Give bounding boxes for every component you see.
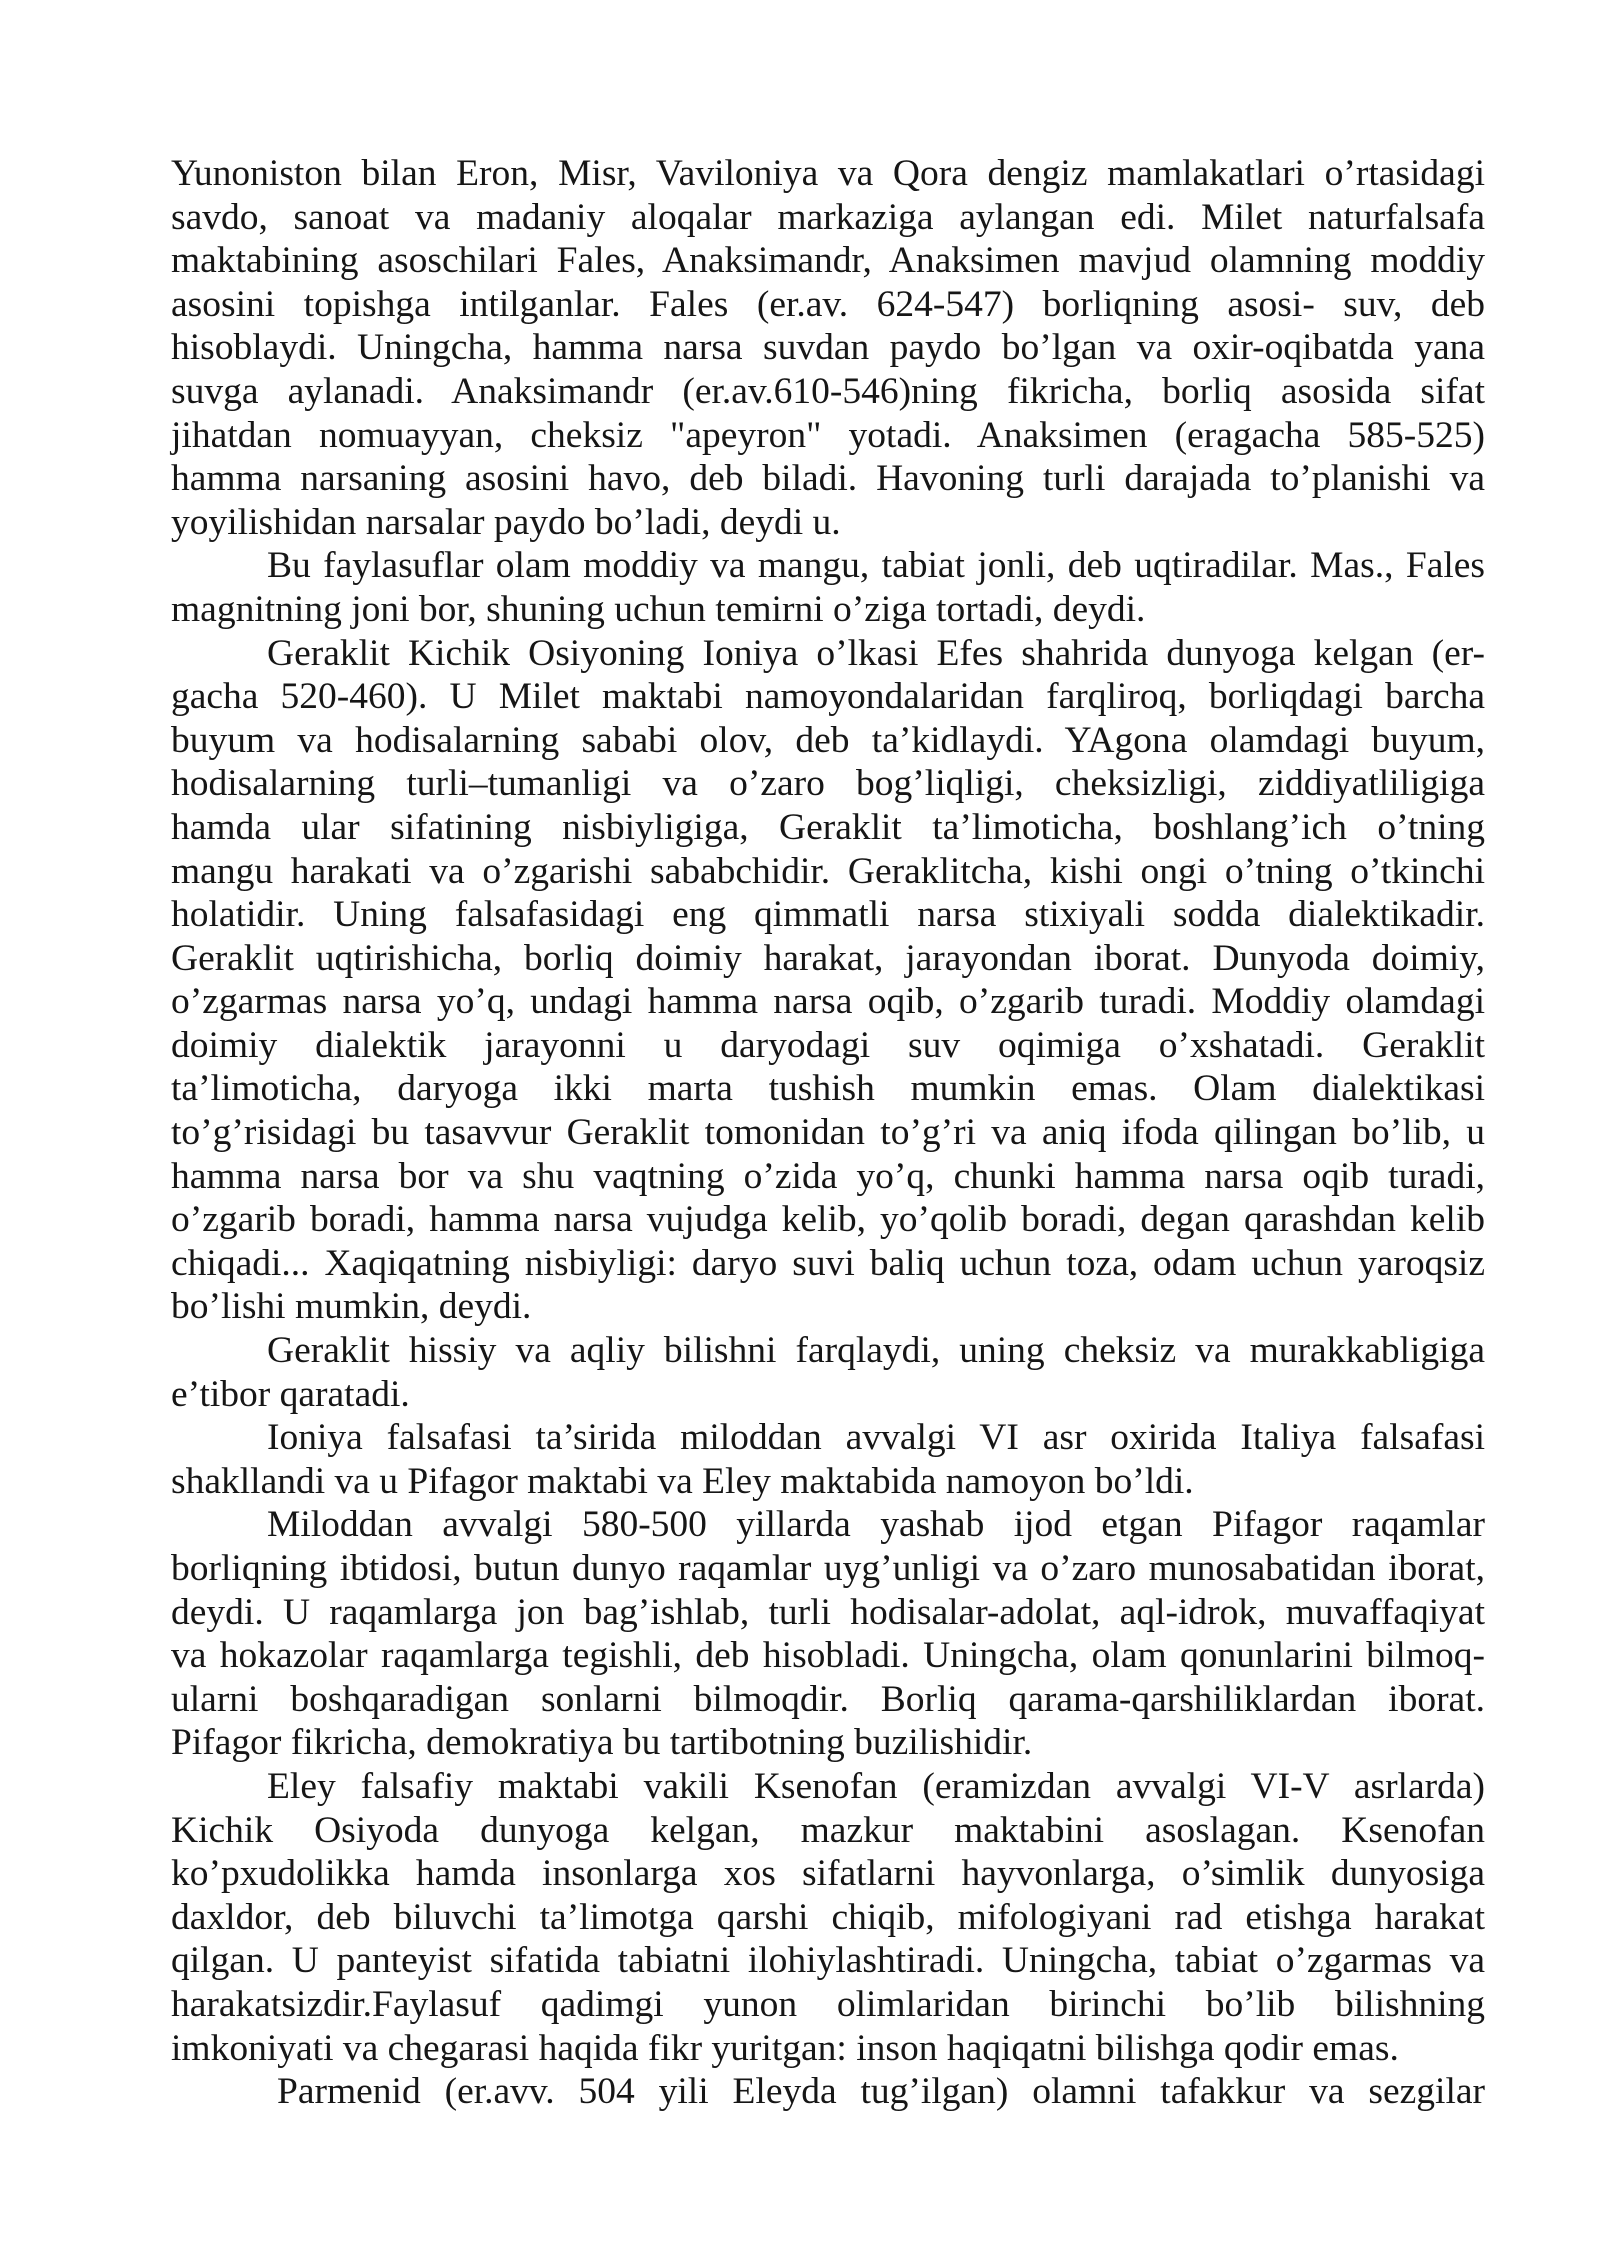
text-line: savdo, sanoat va madaniy aloqalar markaziga aylangan edi. Milet naturfalsafa bbox=[171, 196, 1485, 238]
text-line: hodisalarning turli–tumanligi va o’zaro bog’liqligi, cheksizligi, ziddiyatliligiga bbox=[171, 763, 1485, 805]
text-line: hisoblaydi. Uningcha, hamma narsa suvdan paydo bo’lgan va oxir-oqibatda yana bbox=[171, 327, 1485, 369]
text-line: Eley falsafiy maktabi vakili Ksenofan (eramizdan avvalgi VI-V asrlarda) bbox=[267, 1765, 1485, 1807]
paragraph bbox=[171, 1329, 1485, 1416]
paragraph bbox=[171, 1503, 1485, 1765]
text-line: Kichik Osiyoda dunyoga kelgan, mazkur maktabini asoslagan. Ksenofan bbox=[171, 1809, 1485, 1851]
text-line: holatidir. Uning falsafasidagi eng qimmatli narsa stixiyali sodda dialektikadir. bbox=[171, 894, 1485, 936]
text-line: Ioniya falsafasi ta’sirida miloddan avvalgi VI asr oxirida Italiya falsafasi bbox=[267, 1417, 1485, 1459]
paragraph bbox=[171, 152, 1485, 544]
text-line: o’zgarmas narsa yo’q, undagi hamma narsa oqib, o’zgarib turadi. Moddiy olamdagi bbox=[171, 981, 1485, 1023]
text-line: daxldor, deb biluvchi ta’limotga qarshi chiqib, mifologiyani rad etishga harakat bbox=[171, 1896, 1485, 1938]
text-line: ta’limoticha, daryoga ikki marta tushish mumkin emas. Olam dialektikasi bbox=[171, 1068, 1485, 1110]
text-line: imkoniyati va chegarasi haqida fikr yuritgan: inson haqiqatni bilishga qodir emas. bbox=[171, 2027, 1399, 2069]
text-line: Geraklit uqtirishicha, borliq doimiy harakat, jarayondan iborat. Dunyoda doimiy, bbox=[171, 937, 1485, 979]
text-line: magnitning joni bor, shuning uchun temirni o’ziga tortadi, deydi. bbox=[171, 588, 1146, 630]
text-line: yoyilishidan narsalar paydo bo’ladi, deydi u. bbox=[171, 501, 841, 543]
text-line: va hokazolar raqamlarga tegishli, deb hisobladi. Uningcha, olam qonunlarini bilmoq- bbox=[171, 1635, 1485, 1677]
text-line: shakllandi va u Pifagor maktabi va Eley maktabida namoyon bo’ldi. bbox=[171, 1460, 1194, 1502]
text-line: qilgan. U panteyist sifatida tabiatni ilohiylashtiradi. Uningcha, tabiat o’zgarmas va bbox=[171, 1940, 1485, 1982]
text-line: mangu harakati va o’zgarishi sababchidir. Geraklitcha, kishi ongi o’tning o’tkinchi bbox=[171, 850, 1485, 892]
text-line: Geraklit Kichik Osiyoning Ioniya o’lkasi Efes shahrida dunyoga kelgan (er- bbox=[267, 632, 1485, 674]
text-line: ko’pxudolikka hamda insonlarga xos sifatlarni hayvonlarga, o’simlik dunyosiga bbox=[171, 1853, 1485, 1895]
text-line: bo’lishi mumkin, deydi. bbox=[171, 1286, 532, 1328]
paragraph bbox=[171, 632, 1485, 1330]
text-line: Bu faylasuflar olam moddiy va mangu, tabiat jonli, deb uqtiradilar. Mas., Fales bbox=[267, 545, 1485, 587]
text-line: hamma narsa bor va shu vaqtning o’zida yo’q, chunki hamma narsa oqib turadi, bbox=[171, 1155, 1485, 1197]
text-line: maktabining asoschilari Fales, Anaksimandr, Anaksimen mavjud olamning moddiy bbox=[171, 240, 1485, 282]
text-line: buyum va hodisalarning sababi olov, deb ta’kidlaydi. YAgona olamdagi buyum, bbox=[171, 719, 1485, 761]
text-line: Parmenid (er.avv. 504 yili Eleyda tug’ilgan) olamni tafakkur va sezgilar bbox=[277, 2071, 1485, 2113]
paragraph bbox=[171, 544, 1485, 631]
text-line: jihatdan nomuayyan, cheksiz "apeyron" yotadi. Anaksimen (eragacha 585-525) bbox=[171, 414, 1485, 456]
text-line: chiqadi... Xaqiqatning nisbiyligi: daryo suvi baliq uchun toza, odam uchun yaroqsiz bbox=[171, 1242, 1485, 1284]
text-line: suvga aylanadi. Anaksimandr (er.av.610-546)ning fikricha, borliq asosida sifat bbox=[171, 370, 1485, 412]
text-line: Pifagor fikricha, demokratiya bu tartibotning buzilishidir. bbox=[171, 1722, 1033, 1764]
paragraph bbox=[171, 1765, 1485, 2070]
text-line: doimiy dialektik jarayonni u daryodagi suv oqimiga o’xshatadi. Geraklit bbox=[171, 1024, 1485, 1066]
text-line: harakatsizdir.Faylasuf qadimgi yunon olimlaridan birinchi bo’lib bilishning bbox=[171, 1983, 1485, 2025]
text-line: deydi. U raqamlarga jon bag’ishlab, turli hodisalar-adolat, aql-idrok, muvaffaqiyat bbox=[171, 1591, 1485, 1633]
text-line: Miloddan avvalgi 580-500 yillarda yashab ijod etgan Pifagor raqamlar bbox=[267, 1504, 1485, 1546]
text-line: e’tibor qaratadi. bbox=[171, 1373, 410, 1415]
text-line: gacha 520-460). U Milet maktabi namoyondalaridan farqliroq, borliqdagi barcha bbox=[171, 676, 1485, 718]
paragraph bbox=[171, 1416, 1485, 1503]
text-line: o’zgarib boradi, hamma narsa vujudga kelib, yo’qolib boradi, degan qarashdan kelib bbox=[171, 1199, 1485, 1241]
text-line: ularni boshqaradigan sonlarni bilmoqdir. Borliq qarama-qarshiliklardan iborat. bbox=[171, 1678, 1485, 1720]
paragraph bbox=[171, 2070, 1485, 2114]
text-line: Geraklit hissiy va aqliy bilishni farqlaydi, uning cheksiz va murakkabligiga bbox=[267, 1330, 1485, 1372]
text-line: asosini topishga intilganlar. Fales (er.av. 624-547) borliqning asosi- suv, deb bbox=[171, 283, 1485, 325]
body-text bbox=[171, 152, 1485, 2114]
text-line: borliqning ibtidosi, butun dunyo raqamlar uyg’unligi va o’zaro munosabatidan iborat, bbox=[171, 1548, 1485, 1589]
text-line: Yunoniston bilan Eron, Misr, Vaviloniya va Qora dengiz mamlakatlari o’rtasidagi bbox=[171, 153, 1485, 194]
text-line: to’g’risidagi bu tasavvur Geraklit tomonidan to’g’ri va aniq ifoda qilingan bo’lib, u bbox=[171, 1112, 1485, 1154]
text-line: hamma narsaning asosini havo, deb biladi. Havoning turli darajada to’planishi va bbox=[171, 458, 1485, 500]
text-line: hamda ular sifatining nisbiyligiga, Geraklit ta’limoticha, boshlang’ich o’tning bbox=[171, 806, 1485, 848]
